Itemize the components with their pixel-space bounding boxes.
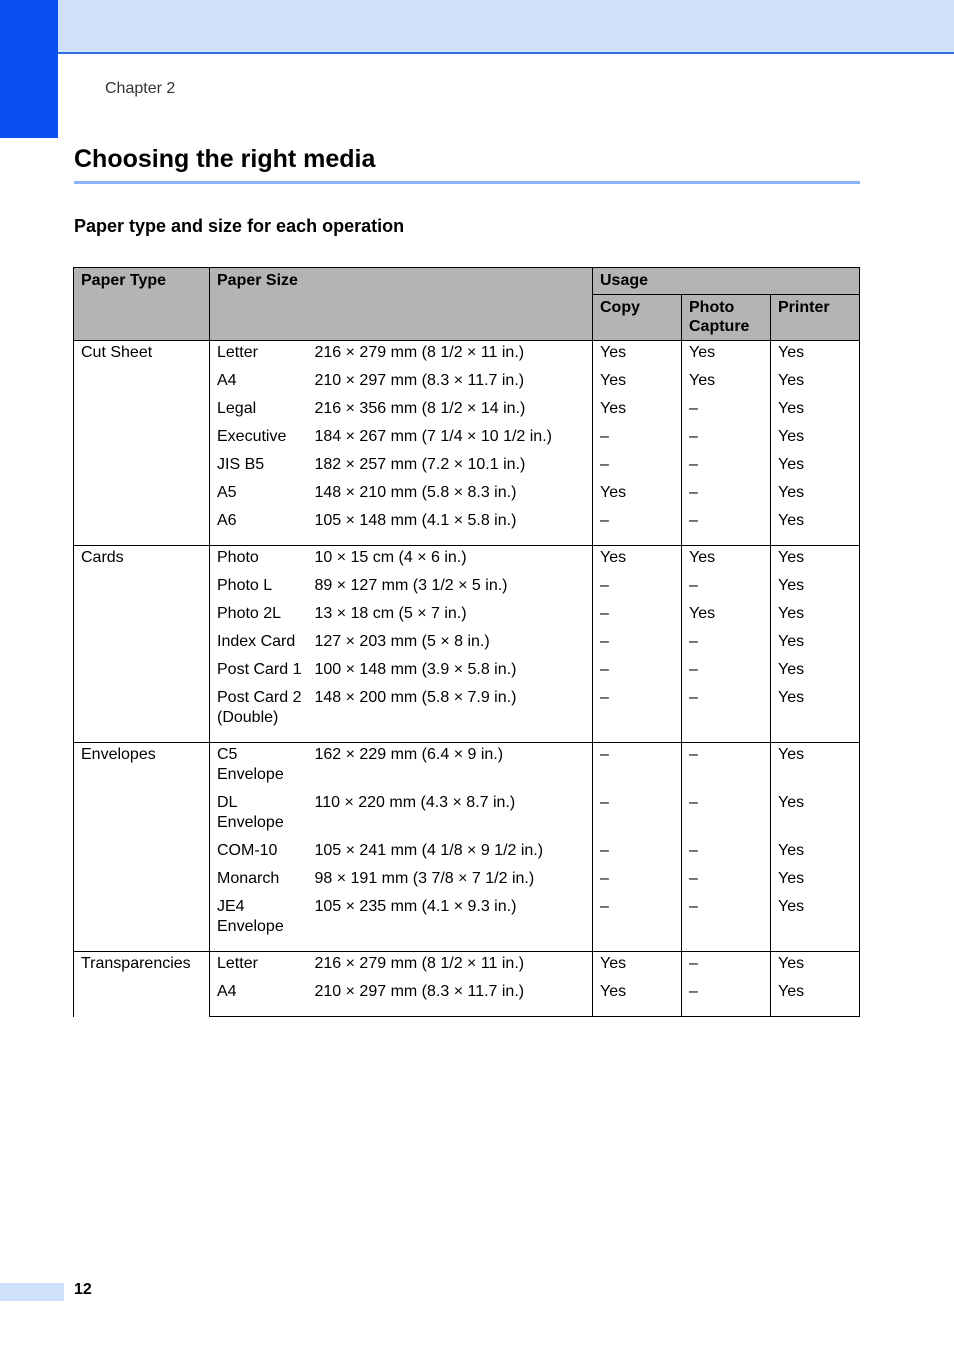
paper-size-name xyxy=(210,869,315,897)
paper-size-name xyxy=(210,341,315,372)
paper-size-name-line: Post Card 2 xyxy=(217,689,302,706)
table-row xyxy=(74,546,860,577)
paper-size-name xyxy=(210,427,315,455)
paper-size-name-line: A6 xyxy=(217,512,237,529)
usage-photo-capture-cell: – xyxy=(682,660,771,688)
paper-size-name xyxy=(210,688,315,743)
usage-photo-capture-cell: – xyxy=(682,793,771,841)
usage-copy-cell: – xyxy=(593,743,682,794)
footer-bar xyxy=(0,1283,64,1301)
media-table-header xyxy=(74,268,860,341)
usage-copy-cell: Yes xyxy=(593,341,682,372)
paper-size-name-line: Photo L xyxy=(217,577,273,594)
paper-size-name xyxy=(210,483,315,511)
usage-printer-cell: Yes xyxy=(771,341,860,372)
paper-size-name xyxy=(210,371,315,399)
usage-copy-cell: – xyxy=(593,793,682,841)
paper-size-dimensions: 184 × 267 mm (7 1/4 × 10 1/2 in.) xyxy=(315,427,593,455)
usage-photo-capture-cell: – xyxy=(682,576,771,604)
paper-size-name xyxy=(210,982,315,1017)
usage-photo-capture-cell: Yes xyxy=(682,371,771,399)
chapter-tab xyxy=(0,0,58,138)
paper-size-dimensions: 105 × 148 mm (4.1 × 5.8 in.) xyxy=(315,511,593,546)
paper-size-name xyxy=(210,841,315,869)
usage-copy-cell: – xyxy=(593,660,682,688)
header-photo-capture: Photo Capture xyxy=(682,295,771,341)
usage-copy-cell: Yes xyxy=(593,371,682,399)
chapter-label: Chapter 2 xyxy=(105,80,176,97)
paper-size-name-line: Post Card 1 xyxy=(217,661,302,678)
usage-photo-capture-cell: – xyxy=(682,869,771,897)
paper-size-dimensions: 98 × 191 mm (3 7/8 × 7 1/2 in.) xyxy=(315,869,593,897)
usage-copy-cell: – xyxy=(593,455,682,483)
usage-printer-cell: Yes xyxy=(771,546,860,577)
usage-printer-cell: Yes xyxy=(771,897,860,952)
usage-photo-capture-cell: Yes xyxy=(682,546,771,577)
paper-size-name-line: Photo 2L xyxy=(217,605,282,622)
paper-size-name xyxy=(210,604,315,632)
paper-type-cell: Transparencies xyxy=(74,952,210,1017)
paper-size-dimensions: 127 × 203 mm (5 × 8 in.) xyxy=(315,632,593,660)
page-number: 12 xyxy=(74,1281,92,1298)
paper-size-name xyxy=(210,511,315,546)
usage-copy-cell: – xyxy=(593,632,682,660)
paper-size-name-line: Monarch xyxy=(217,870,280,887)
usage-copy-cell: – xyxy=(593,897,682,952)
paper-size-name-line: Legal xyxy=(217,400,257,417)
header-band xyxy=(58,0,954,54)
usage-printer-cell: Yes xyxy=(771,743,860,794)
usage-photo-capture-cell: – xyxy=(682,897,771,952)
paper-size-dimensions: 13 × 18 cm (5 × 7 in.) xyxy=(315,604,593,632)
usage-printer-cell: Yes xyxy=(771,399,860,427)
paper-size-dimensions: 210 × 297 mm (8.3 × 11.7 in.) xyxy=(315,371,593,399)
usage-copy-cell: – xyxy=(593,841,682,869)
usage-copy-cell: – xyxy=(593,576,682,604)
usage-copy-cell: – xyxy=(593,688,682,743)
usage-printer-cell: Yes xyxy=(771,604,860,632)
paper-size-name-line: (Double) xyxy=(217,709,279,726)
table-row xyxy=(74,743,860,794)
usage-printer-cell: Yes xyxy=(771,688,860,743)
page-title: Choosing the right media xyxy=(74,145,376,173)
paper-size-name xyxy=(210,455,315,483)
paper-size-dimensions: 210 × 297 mm (8.3 × 11.7 in.) xyxy=(315,982,593,1017)
usage-printer-cell: Yes xyxy=(771,841,860,869)
paper-size-dimensions: 216 × 356 mm (8 1/2 × 14 in.) xyxy=(315,399,593,427)
section-subtitle: Paper type and size for each operation xyxy=(74,216,405,236)
paper-type-cell: Envelopes xyxy=(74,743,210,952)
paper-size-dimensions: 162 × 229 mm (6.4 × 9 in.) xyxy=(315,743,593,794)
media-table-body xyxy=(74,341,860,1017)
paper-size-name-line: Executive xyxy=(217,428,287,445)
paper-size-name xyxy=(210,399,315,427)
usage-photo-capture-cell: – xyxy=(682,743,771,794)
usage-printer-cell: Yes xyxy=(771,371,860,399)
paper-size-name-line: Envelope xyxy=(217,814,284,831)
paper-size-name xyxy=(210,546,315,577)
usage-copy-cell: – xyxy=(593,604,682,632)
usage-photo-capture-cell: – xyxy=(682,688,771,743)
header-paper-type: Paper Type xyxy=(74,268,210,341)
usage-copy-cell: Yes xyxy=(593,399,682,427)
paper-size-dimensions: 89 × 127 mm (3 1/2 × 5 in.) xyxy=(315,576,593,604)
usage-copy-cell: Yes xyxy=(593,483,682,511)
usage-printer-cell: Yes xyxy=(771,455,860,483)
paper-size-name-line: Letter xyxy=(217,344,258,361)
paper-size-name-line: A5 xyxy=(217,484,237,501)
paper-size-name-line: Letter xyxy=(217,955,258,972)
usage-photo-capture-cell: Yes xyxy=(682,341,771,372)
paper-size-dimensions: 100 × 148 mm (3.9 × 5.8 in.) xyxy=(315,660,593,688)
usage-copy-cell: Yes xyxy=(593,546,682,577)
usage-printer-cell: Yes xyxy=(771,576,860,604)
usage-printer-cell: Yes xyxy=(771,793,860,841)
usage-photo-capture-cell: – xyxy=(682,455,771,483)
paper-type-cell: Cut Sheet xyxy=(74,341,210,546)
paper-size-dimensions: 110 × 220 mm (4.3 × 8.7 in.) xyxy=(315,793,593,841)
usage-copy-cell: Yes xyxy=(593,952,682,983)
paper-size-name-line: JE4 xyxy=(217,898,245,915)
table-row xyxy=(74,341,860,372)
usage-copy-cell: Yes xyxy=(593,982,682,1017)
usage-photo-capture-cell: – xyxy=(682,982,771,1017)
usage-printer-cell: Yes xyxy=(771,511,860,546)
title-rule xyxy=(74,181,860,184)
paper-size-name-line: A4 xyxy=(217,983,237,1000)
paper-size-name-line: C5 xyxy=(217,746,238,763)
usage-printer-cell: Yes xyxy=(771,982,860,1017)
paper-size-dimensions: 182 × 257 mm (7.2 × 10.1 in.) xyxy=(315,455,593,483)
usage-copy-cell: – xyxy=(593,427,682,455)
paper-size-name xyxy=(210,897,315,952)
table-row xyxy=(74,952,860,983)
usage-copy-cell: – xyxy=(593,511,682,546)
usage-photo-capture-cell: – xyxy=(682,427,771,455)
paper-size-name xyxy=(210,576,315,604)
usage-photo-capture-cell: – xyxy=(682,511,771,546)
paper-size-name-line: COM-10 xyxy=(217,842,278,859)
usage-photo-capture-cell: – xyxy=(682,841,771,869)
paper-size-dimensions: 10 × 15 cm (4 × 6 in.) xyxy=(315,546,593,577)
paper-size-name xyxy=(210,632,315,660)
usage-photo-capture-cell: – xyxy=(682,399,771,427)
usage-printer-cell: Yes xyxy=(771,952,860,983)
paper-size-name-line: A4 xyxy=(217,372,237,389)
usage-photo-capture-cell: Yes xyxy=(682,604,771,632)
header-paper-size: Paper Size xyxy=(210,268,593,341)
paper-size-name-line: Photo xyxy=(217,549,259,566)
paper-size-name-line: Index Card xyxy=(217,633,296,650)
paper-size-name-line: Envelope xyxy=(217,918,284,935)
usage-printer-cell: Yes xyxy=(771,869,860,897)
paper-size-dimensions: 216 × 279 mm (8 1/2 × 11 in.) xyxy=(315,952,593,983)
header-usage: Usage xyxy=(593,268,860,295)
paper-size-dimensions: 148 × 210 mm (5.8 × 8.3 in.) xyxy=(315,483,593,511)
usage-photo-capture-cell: – xyxy=(682,952,771,983)
usage-printer-cell: Yes xyxy=(771,483,860,511)
usage-copy-cell: – xyxy=(593,869,682,897)
paper-size-dimensions: 105 × 241 mm (4 1/8 × 9 1/2 in.) xyxy=(315,841,593,869)
paper-size-dimensions: 216 × 279 mm (8 1/2 × 11 in.) xyxy=(315,341,593,372)
paper-size-dimensions: 105 × 235 mm (4.1 × 9.3 in.) xyxy=(315,897,593,952)
header-printer: Printer xyxy=(771,295,860,341)
usage-printer-cell: Yes xyxy=(771,427,860,455)
usage-photo-capture-cell: – xyxy=(682,483,771,511)
paper-size-dimensions: 148 × 200 mm (5.8 × 7.9 in.) xyxy=(315,688,593,743)
paper-size-name-line: Envelope xyxy=(217,766,284,783)
paper-size-name xyxy=(210,743,315,794)
paper-size-name-line: JIS B5 xyxy=(217,456,265,473)
header-copy: Copy xyxy=(593,295,682,341)
paper-type-cell: Cards xyxy=(74,546,210,743)
usage-printer-cell: Yes xyxy=(771,660,860,688)
paper-size-name-line: DL xyxy=(217,794,238,811)
paper-size-name xyxy=(210,952,315,983)
paper-size-name xyxy=(210,660,315,688)
media-table xyxy=(73,267,860,1017)
paper-size-name xyxy=(210,793,315,841)
usage-printer-cell: Yes xyxy=(771,632,860,660)
usage-photo-capture-cell: – xyxy=(682,632,771,660)
